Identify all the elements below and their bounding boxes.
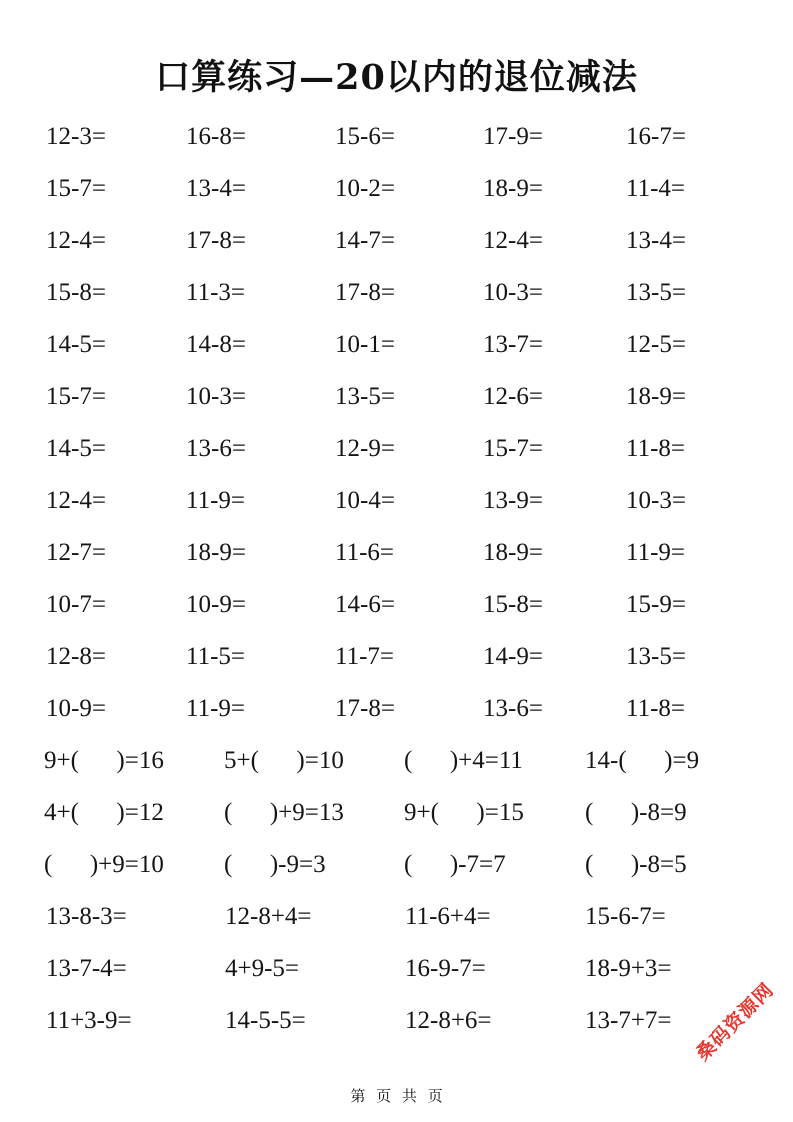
mixed-problem: 4+9-5= bbox=[225, 955, 300, 982]
problem: 13-5= bbox=[626, 643, 686, 670]
problem-row bbox=[0, 325, 793, 365]
problem: 10-3= bbox=[483, 279, 543, 306]
problem: 13-6= bbox=[186, 435, 246, 462]
blank-problem: ( )+9=10 bbox=[44, 851, 164, 878]
mixed-problem: 16-9-7= bbox=[405, 955, 486, 982]
problem: 13-9= bbox=[483, 487, 543, 514]
problem-row bbox=[0, 793, 793, 833]
mixed-problem: 12-8+6= bbox=[405, 1007, 492, 1034]
problem: 11-4= bbox=[626, 175, 685, 202]
problem: 14-9= bbox=[483, 643, 543, 670]
problem-row bbox=[0, 481, 793, 521]
problem: 13-5= bbox=[335, 383, 395, 410]
problem: 11-5= bbox=[186, 643, 245, 670]
problem: 18-9= bbox=[186, 539, 246, 566]
problem-row bbox=[0, 117, 793, 157]
problem: 10-4= bbox=[335, 487, 395, 514]
mixed-problem: 11+3-9= bbox=[46, 1007, 132, 1034]
problem: 12-6= bbox=[483, 383, 543, 410]
blank-problem: 4+( )=12 bbox=[44, 799, 164, 826]
problem: 15-7= bbox=[483, 435, 543, 462]
problem-row bbox=[0, 533, 793, 573]
mixed-problem: 13-7-4= bbox=[46, 955, 127, 982]
blank-problem: ( )-9=3 bbox=[224, 851, 326, 878]
problem: 12-5= bbox=[626, 331, 686, 358]
problem: 18-9= bbox=[483, 175, 543, 202]
blank-problem: ( )+9=13 bbox=[224, 799, 344, 826]
problem-row bbox=[0, 845, 793, 885]
problem: 11-8= bbox=[626, 695, 685, 722]
blank-problem: ( )-8=9 bbox=[585, 799, 687, 826]
problem: 12-3= bbox=[46, 123, 106, 150]
problem: 17-8= bbox=[335, 695, 395, 722]
watermark-stamp: 桑码资源网 bbox=[691, 978, 779, 1066]
problem-row bbox=[0, 169, 793, 209]
problem: 12-9= bbox=[335, 435, 395, 462]
problem-row bbox=[0, 273, 793, 313]
problem: 14-5= bbox=[46, 435, 106, 462]
problem: 13-5= bbox=[626, 279, 686, 306]
problem: 12-7= bbox=[46, 539, 106, 566]
problem: 15-8= bbox=[483, 591, 543, 618]
problem: 10-2= bbox=[335, 175, 395, 202]
problem: 14-6= bbox=[335, 591, 395, 618]
problem-row bbox=[0, 377, 793, 417]
problem-row bbox=[0, 741, 793, 781]
blank-problem: ( )-8=5 bbox=[585, 851, 687, 878]
mixed-problem: 14-5-5= bbox=[225, 1007, 306, 1034]
mixed-problem: 13-7+7= bbox=[585, 1007, 672, 1034]
problem: 11-7= bbox=[335, 643, 394, 670]
problem: 10-9= bbox=[46, 695, 106, 722]
mixed-problem: 11-6+4= bbox=[405, 903, 491, 930]
problem: 13-7= bbox=[483, 331, 543, 358]
problem: 16-7= bbox=[626, 123, 686, 150]
blank-problem: ( )-7=7 bbox=[404, 851, 506, 878]
problem-row bbox=[0, 689, 793, 729]
problem-row bbox=[0, 221, 793, 261]
problem: 15-7= bbox=[46, 383, 106, 410]
problem: 14-7= bbox=[335, 227, 395, 254]
problem: 13-4= bbox=[186, 175, 246, 202]
problem: 17-8= bbox=[186, 227, 246, 254]
problem: 11-3= bbox=[186, 279, 245, 306]
problem: 11-9= bbox=[626, 539, 685, 566]
problem: 10-9= bbox=[186, 591, 246, 618]
problem: 14-5= bbox=[46, 331, 106, 358]
problem: 12-4= bbox=[46, 227, 106, 254]
problem: 13-4= bbox=[626, 227, 686, 254]
mixed-problem: 15-6-7= bbox=[585, 903, 666, 930]
problem: 15-9= bbox=[626, 591, 686, 618]
problem: 12-4= bbox=[46, 487, 106, 514]
problem: 15-7= bbox=[46, 175, 106, 202]
problem: 15-8= bbox=[46, 279, 106, 306]
problem: 18-9= bbox=[483, 539, 543, 566]
problem-row bbox=[0, 637, 793, 677]
problem: 17-9= bbox=[483, 123, 543, 150]
mixed-problem: 13-8-3= bbox=[46, 903, 127, 930]
blank-problem: ( )+4=11 bbox=[404, 747, 523, 774]
problem: 17-8= bbox=[335, 279, 395, 306]
mixed-problem: 12-8+4= bbox=[225, 903, 312, 930]
page-title: 口算练习—20以内的退位减法 bbox=[155, 57, 638, 98]
problem-row bbox=[0, 429, 793, 469]
problem: 10-3= bbox=[186, 383, 246, 410]
blank-problem: 14-( )=9 bbox=[585, 747, 700, 774]
problem: 11-6= bbox=[335, 539, 394, 566]
problem: 11-9= bbox=[186, 487, 245, 514]
problem-row bbox=[0, 1001, 793, 1041]
problem: 18-9= bbox=[626, 383, 686, 410]
problem: 10-3= bbox=[626, 487, 686, 514]
problem: 16-8= bbox=[186, 123, 246, 150]
problem: 14-8= bbox=[186, 331, 246, 358]
blank-problem: 9+( )=15 bbox=[404, 799, 524, 826]
problem: 10-7= bbox=[46, 591, 106, 618]
blank-problem: 5+( )=10 bbox=[224, 747, 344, 774]
problem: 13-6= bbox=[483, 695, 543, 722]
problem: 10-1= bbox=[335, 331, 395, 358]
blank-problem: 9+( )=16 bbox=[44, 747, 164, 774]
page-footer: 第 页 共 页 bbox=[350, 1087, 443, 1105]
problem-row bbox=[0, 585, 793, 625]
problem: 12-8= bbox=[46, 643, 106, 670]
problem: 15-6= bbox=[335, 123, 395, 150]
problem: 12-4= bbox=[483, 227, 543, 254]
mixed-problem: 18-9+3= bbox=[585, 955, 672, 982]
problem: 11-8= bbox=[626, 435, 685, 462]
problem-row bbox=[0, 897, 793, 937]
problem: 11-9= bbox=[186, 695, 245, 722]
problem-row bbox=[0, 949, 793, 989]
